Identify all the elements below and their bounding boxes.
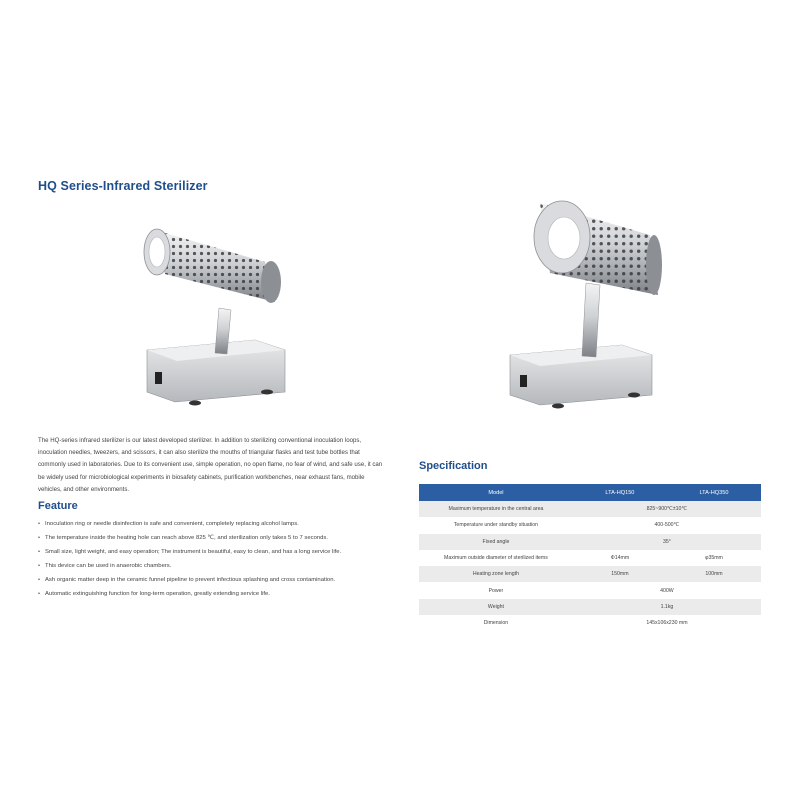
table-row: [419, 582, 761, 598]
table-row: [419, 566, 761, 582]
feature-item: • The temperature inside the heating hole can reach above 825 ℃, and sterilization only takes 5 to 7 seconds.: [38, 533, 368, 544]
feature-item: • Inoculation ring or needle disinfection is safe and convenient, completely replacing alcohol lamps.: [38, 519, 368, 530]
spec-value: 825~900℃±10℃: [573, 501, 761, 517]
spec-label: Dimension: [419, 615, 573, 631]
spec-value-hq350: 100mm: [667, 566, 761, 582]
table-row: [419, 615, 761, 631]
table-row: [419, 501, 761, 517]
specification-table: [419, 484, 761, 631]
spec-value: 35°: [573, 534, 761, 550]
feature-item: • Automatic extinguishing function for long-term operation, greatly extending service life.: [38, 589, 368, 600]
spec-header-model: Model: [419, 484, 573, 501]
spec-value-hq350: φ35mm: [667, 550, 761, 566]
spec-label: Power: [419, 582, 573, 598]
specification-heading: Specification: [419, 460, 488, 472]
spec-value-hq150: Φ14mm: [573, 550, 667, 566]
spec-label: Maximum temperature in the central area: [419, 501, 573, 517]
spec-header-row: [419, 484, 761, 501]
sterilizer-illustration-1: [135, 222, 295, 412]
product-description: The HQ-series infrared sterilizer is our latest developed sterilizer. In addition to sterilizing conventional inoculation loops, inoculation needles, tweezers, and scissors, it can also sterilize the mouths of triangular flasks and test tube bottles that commonly used in laboratories. Due to its convenient use, simple operation, no open flame, no fear of wind, and safe use, it can be widely used for microbiological experiments in biosafety cabinets, purification workbenches, near exhaust fans, mobile vehicles, and other environments.: [38, 437, 383, 493]
spec-label: Heating zone length: [419, 566, 573, 582]
spec-value: 145x106x230 mm: [573, 615, 761, 631]
spec-label: Fixed angle: [419, 534, 573, 550]
spec-header-hq150: LTA-HQ150: [573, 484, 667, 501]
table-row: [419, 550, 761, 566]
product-image-hq350: [500, 195, 665, 410]
spec-header-hq350: LTA-HQ350: [667, 484, 761, 501]
spec-label: Maximum outside diameter of sterilized items: [419, 550, 573, 566]
spec-value: 1.1kg: [573, 599, 761, 615]
feature-item: • This device can be used in anaerobic chambers.: [38, 561, 368, 572]
spec-label: Weight: [419, 599, 573, 615]
feature-list: [38, 519, 368, 602]
table-row: [419, 599, 761, 615]
spec-value: 400W: [573, 582, 761, 598]
table-row: [419, 534, 761, 550]
spec-value: 400-500℃: [573, 517, 761, 533]
table-row: [419, 517, 761, 533]
sterilizer-illustration-2: [500, 195, 665, 410]
feature-heading: Feature: [38, 500, 78, 512]
feature-item: • Small size, light weight, and easy operation; The instrument is beautiful, easy to clean, and has a long service life.: [38, 547, 368, 558]
spec-label: Temperature under standby situation: [419, 517, 573, 533]
spec-value-hq150: 150mm: [573, 566, 667, 582]
page-heading: HQ Series-Infrared Sterilizer: [38, 179, 208, 193]
product-image-hq150: [135, 222, 295, 412]
feature-item: • Ash organic matter deep in the ceramic funnel pipeline to prevent infectious splashing and cross contamination.: [38, 575, 368, 586]
